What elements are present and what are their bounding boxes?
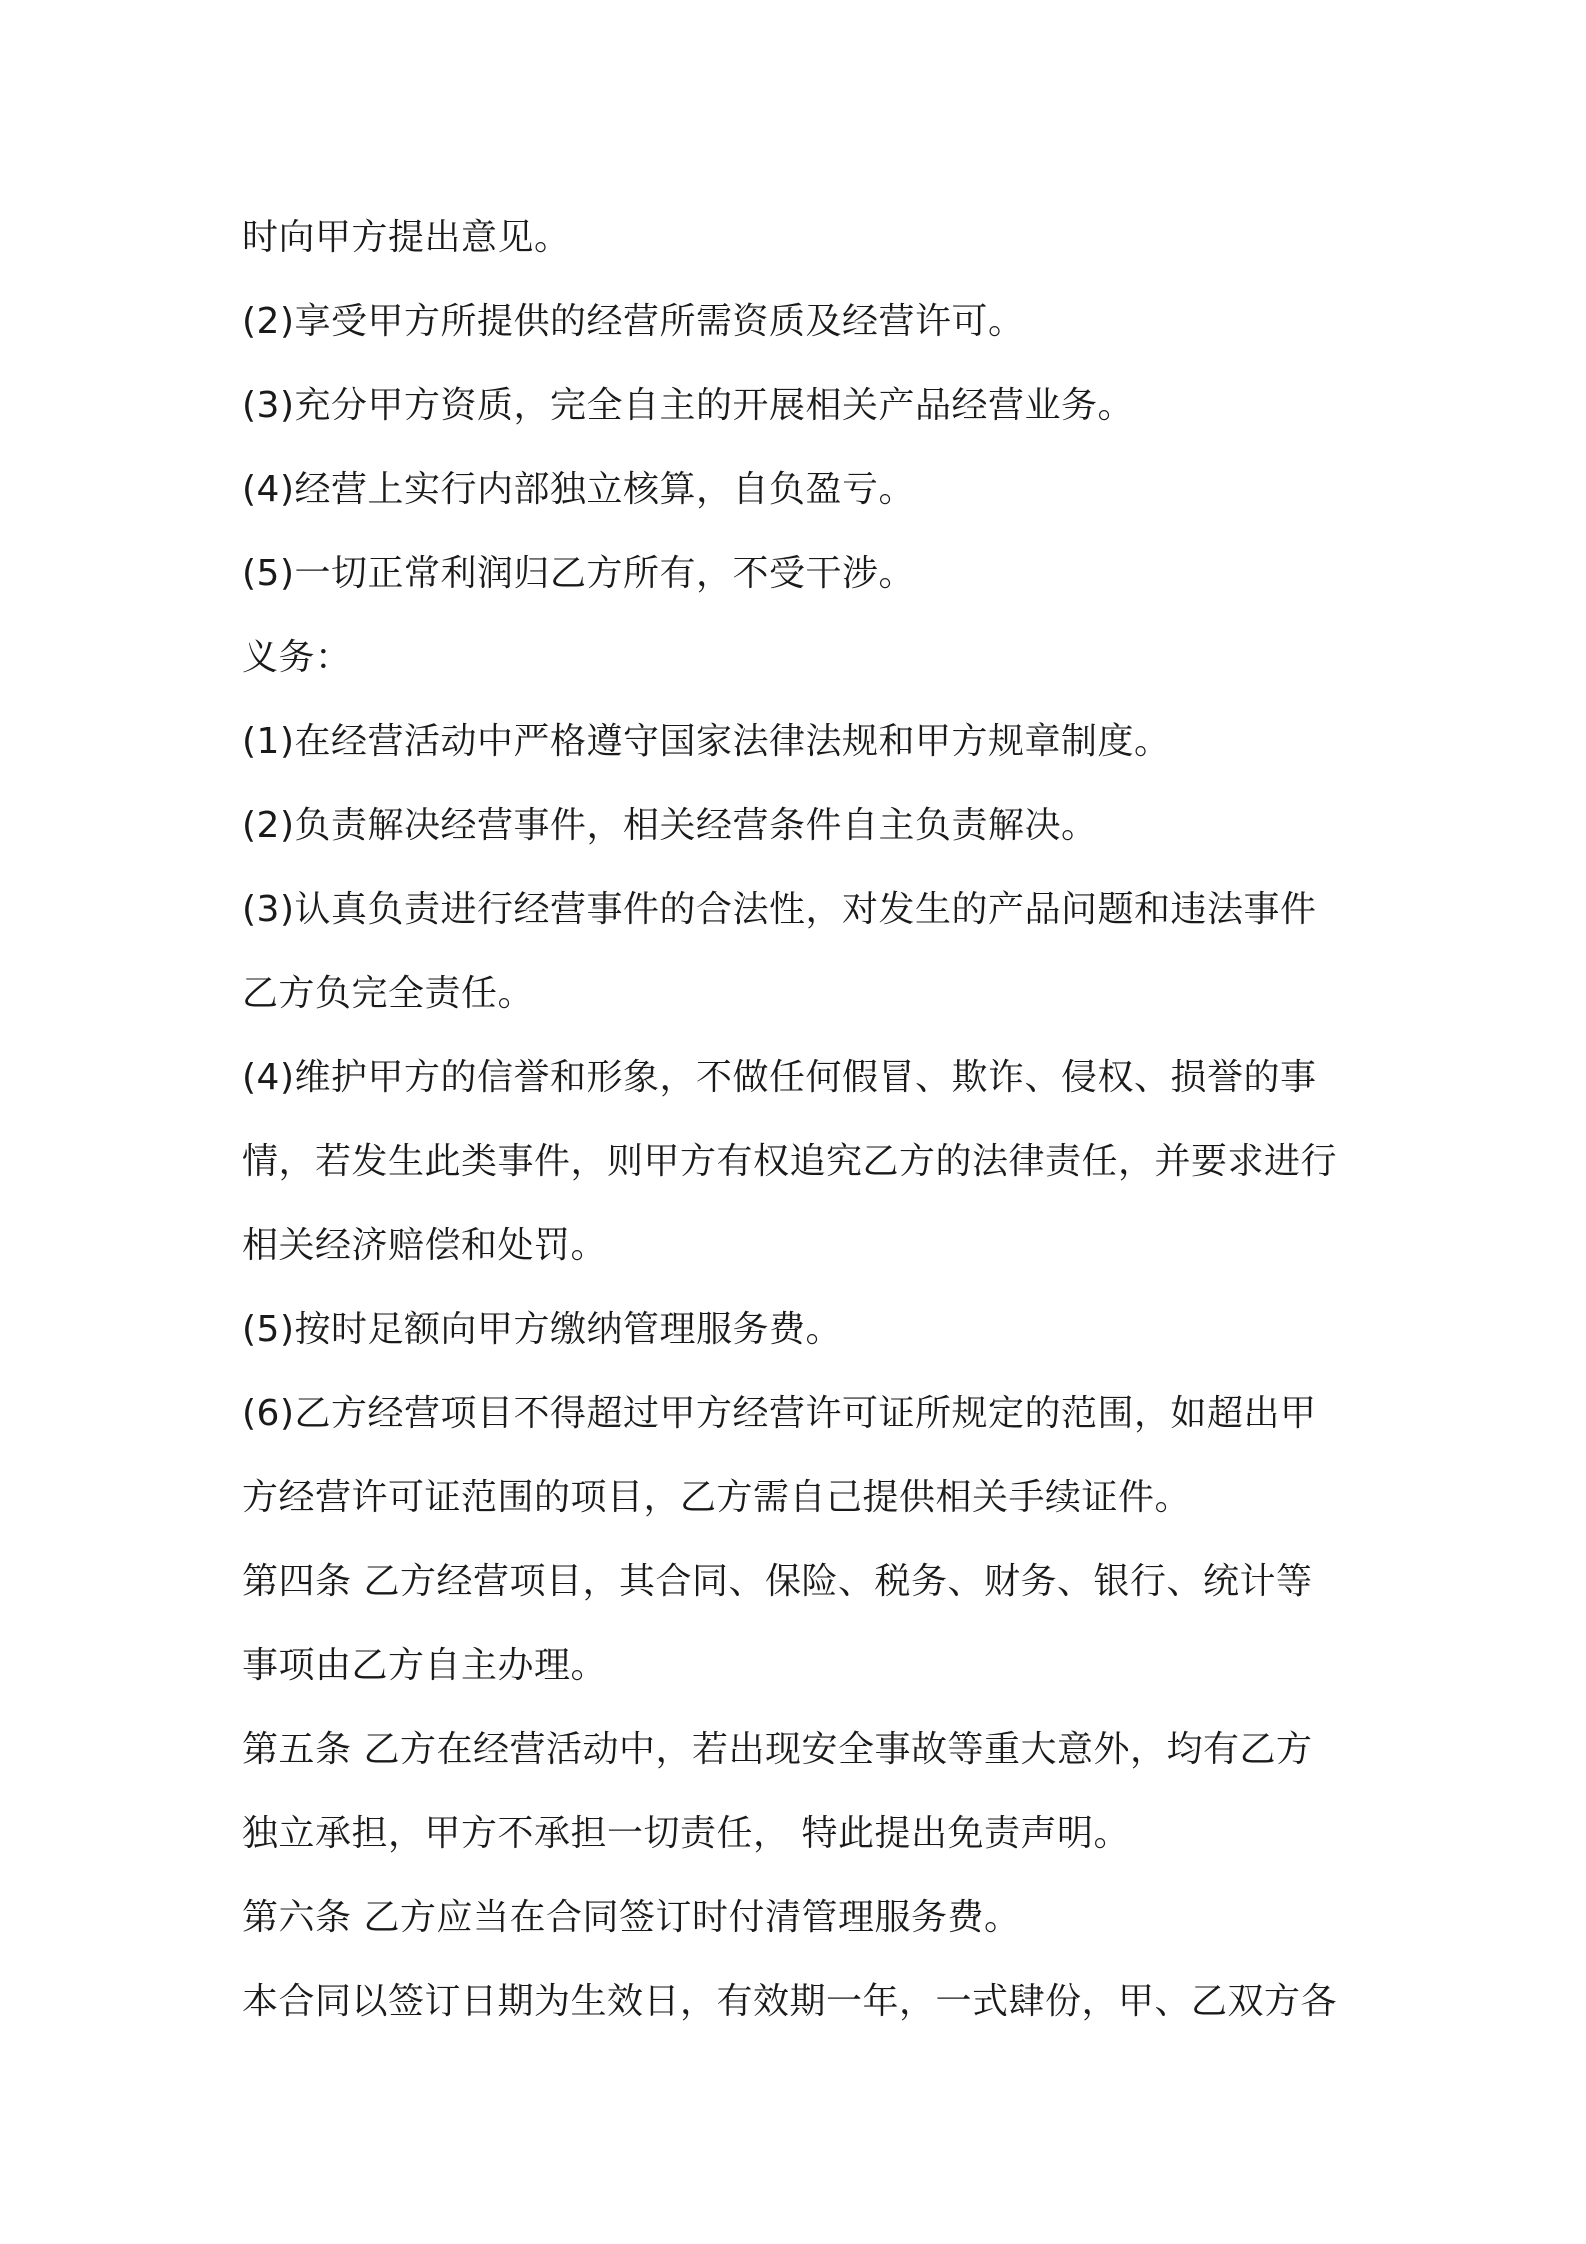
text-line: (1)在经营活动中严格遵守国家法律法规和甲方规章制度。 (242, 721, 1171, 762)
text-line: (4)经营上实行内部独立核算，自负盈亏。 (242, 469, 915, 510)
text-line: (3)充分甲方资质，完全自主的开展相关产品经营业务。 (242, 385, 1134, 426)
text-line: (5)按时足额向甲方缴纳管理服务费。 (242, 1309, 842, 1350)
text-line: 事项由乙方自主办理。 (242, 1645, 608, 1686)
text-line: (4)维护甲方的信誉和形象，不做任何假冒、欺诈、侵权、损誉的事 (242, 1057, 1317, 1098)
text-line: (5)一切正常利润归乙方所有，不受干涉。 (242, 553, 915, 594)
text-line: (2)享受甲方所提供的经营所需资质及经营许可。 (242, 301, 1025, 342)
text-line: 相关经济赔偿和处罚。 (242, 1225, 608, 1266)
text-line: 第五条 乙方在经营活动中，若出现安全事故等重大意外，均有乙方 (242, 1729, 1313, 1770)
text-line: (6)乙方经营项目不得超过甲方经营许可证所规定的范围，如超出甲 (242, 1393, 1317, 1434)
text-line: 时向甲方提出意见。 (242, 217, 571, 258)
document-body (242, 196, 1358, 2044)
text-line: 本合同以签订日期为生效日，有效期一年，一式肆份，甲、乙双方各 (242, 1981, 1338, 2022)
text-line: 第四条 乙方经营项目，其合同、保险、税务、财务、银行、统计等 (242, 1561, 1313, 1602)
section-heading: 义务： (242, 637, 352, 678)
text-line: 乙方负完全责任。 (242, 973, 535, 1014)
text-line: (2)负责解决经营事件，相关经营条件自主负责解决。 (242, 805, 1098, 846)
text-line: 独立承担，甲方不承担一切责任， 特此提出免责声明。 (242, 1813, 1130, 1854)
text-line: 方经营许可证范围的项目，乙方需自己提供相关手续证件。 (242, 1477, 1192, 1518)
text-line: 情，若发生此类事件，则甲方有权追究乙方的法律责任，并要求进行 (242, 1141, 1338, 1182)
text-line: (3)认真负责进行经营事件的合法性，对发生的产品问题和违法事件 (242, 889, 1317, 930)
text-line: 第六条 乙方应当在合同签订时付清管理服务费。 (242, 1897, 1021, 1938)
